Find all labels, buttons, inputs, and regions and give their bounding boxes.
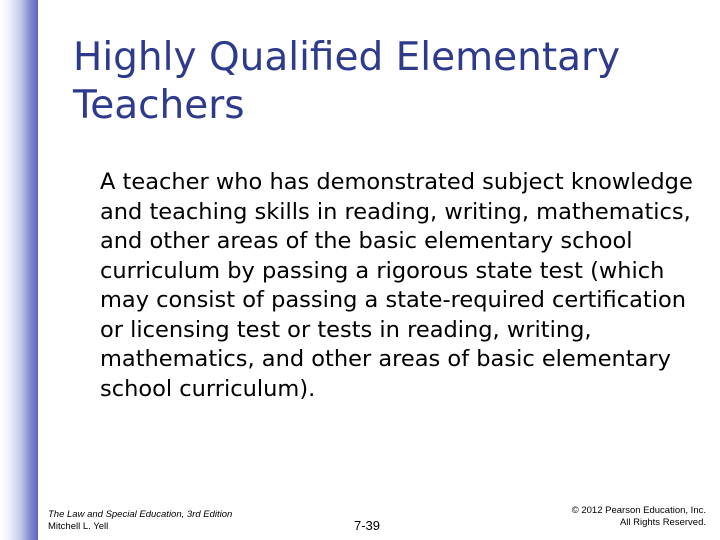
footer-book-title: The Law and Special Education, 3rd Edition (48, 509, 233, 520)
decorative-side-bar (0, 0, 38, 540)
footer-copyright (572, 505, 706, 529)
footer-author: Mitchell L. Yell (48, 521, 109, 532)
copyright-line-1: © 2012 Pearson Education, Inc. (571, 505, 706, 516)
copyright-line-2: All Rights Reserved. (619, 517, 706, 528)
slide-body-text: A teacher who has demonstrated subject knowledge and teaching skills in reading, writing, mathematics, and other areas of the basic elementary school curriculum by passing a rigorous state test (which may consist of passing a state-required certification or licensing test or tests in reading, writing, mathematics, and other areas of basic elementary school curriculum). (100, 169, 693, 402)
slide-title: Highly Qualified Elementary Teachers (73, 35, 621, 128)
footer-book-info (48, 509, 232, 533)
page-number: 7-39 (354, 518, 381, 533)
